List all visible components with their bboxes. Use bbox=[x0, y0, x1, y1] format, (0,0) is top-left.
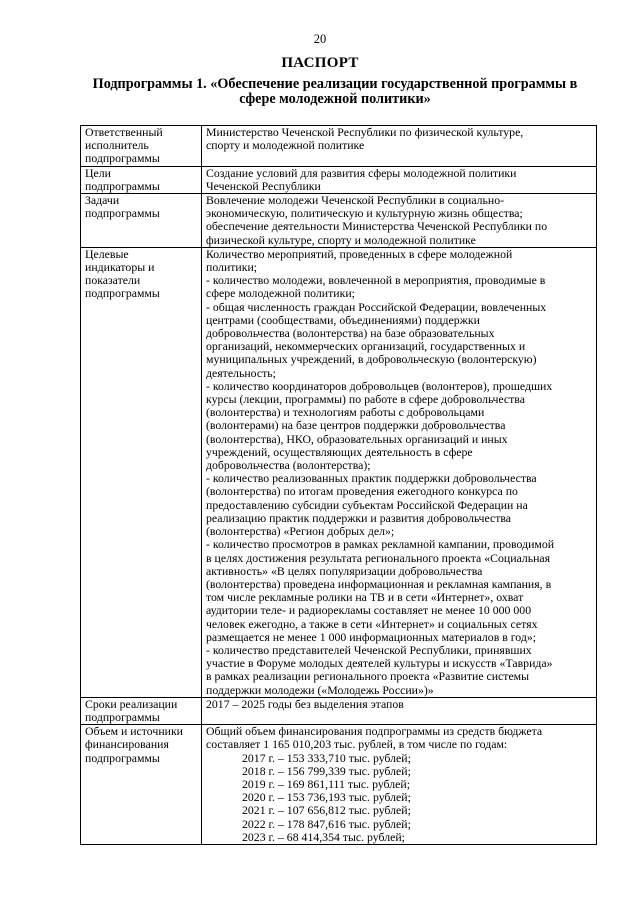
row-value-line: человек ежегодно, а также в сети «Интернет» и социальных сетях bbox=[206, 616, 538, 631]
row-value-line: - количество реализованных практик поддержки добровольчества bbox=[206, 471, 537, 486]
passport-table bbox=[80, 125, 597, 845]
row-value-line: - количество молодежи, вовлеченной в мероприятия, проводимые в bbox=[206, 273, 546, 288]
row-label-line: Задачи bbox=[85, 193, 120, 208]
row-value-line: - количество просмотров в рамках рекламной кампании, проводимой bbox=[206, 537, 555, 552]
row-value-line: - общая численность граждан Российской Федерации, вовлеченных bbox=[206, 299, 547, 314]
row-value-cell bbox=[202, 194, 597, 248]
row-value-cell bbox=[202, 697, 597, 724]
row-value-line: добровольчества (волонтерства); bbox=[206, 458, 371, 473]
funding-year-line: 2019 г. – 169 861,111 тыс. рублей; bbox=[242, 776, 410, 791]
row-value-line: обеспечение деятельности Министерства Чеченской Республики по bbox=[206, 219, 548, 234]
funding-year-line: 2017 г. – 153 333,710 тыс. рублей; bbox=[242, 750, 411, 765]
row-value-line: размещается не менее 1 000 информационных материалов в год»; bbox=[206, 629, 537, 644]
row-value-line: Создание условий для развития сферы молодежной политики bbox=[206, 165, 517, 180]
row-value-line: (волонтерами) на базе центров поддержки добровольчества bbox=[206, 418, 506, 433]
document-title: ПАСПОРТ bbox=[281, 55, 359, 71]
row-value-line: (волонтерства) по итогам проведения ежегодного конкурса по bbox=[206, 484, 518, 499]
funding-year-line: 2022 г. – 178 847,616 тыс. рублей; bbox=[242, 816, 411, 831]
page-number: 20 bbox=[313, 32, 327, 46]
row-label-line: Объем и источники bbox=[85, 724, 183, 739]
row-value-line: в целях достижения результата регионального проекта «Социальная bbox=[206, 550, 551, 565]
row-value-line: поддержки молодежи («Молодежь России»)» bbox=[206, 682, 434, 697]
row-value-line: - количество представителей Чеченской Республики, принявших bbox=[206, 642, 532, 657]
row-value-cell bbox=[202, 166, 597, 193]
row-label-cell bbox=[81, 166, 202, 193]
row-value-line: деятельность; bbox=[206, 365, 276, 380]
row-value-line: (волонтерства) «Регион добрых дел»; bbox=[206, 524, 395, 539]
row-label-line: подпрограммы bbox=[85, 206, 160, 221]
row-label-line: показатели bbox=[85, 273, 141, 288]
row-label-cell bbox=[81, 194, 202, 248]
row-value-line: муниципальных учреждений, в добровольческую (волонтерскую) bbox=[206, 352, 537, 367]
row-value-line: (волонтерства) проведена информационная и рекламная кампания, в bbox=[206, 576, 552, 591]
row-value-cell bbox=[202, 126, 597, 167]
row-value-line: сфере молодежной политики; bbox=[206, 286, 355, 301]
row-value-line: Министерство Чеченской Республики по физической культуре, bbox=[206, 125, 524, 139]
subtitle-line: сфере молодежной политики» bbox=[239, 91, 431, 107]
row-label-line: подпрограммы bbox=[85, 151, 160, 166]
row-label-line: Целевые bbox=[85, 246, 129, 261]
row-value-line: организаций, некоммерческих организаций, государственных и bbox=[206, 339, 526, 354]
row-value-line: аудитории теле- и радиорекламы составляет не менее 10 000 000 bbox=[206, 603, 532, 618]
row-label-cell bbox=[81, 126, 202, 167]
subtitle-line: Подпрограммы 1. «Обеспечение реализации государственной программы в bbox=[92, 76, 578, 92]
row-label-line: подпрограммы bbox=[85, 750, 160, 765]
row-label-line: подпрограммы bbox=[85, 709, 160, 724]
row-value-line: 2017 – 2025 годы без выделения этапов bbox=[206, 696, 404, 711]
funding-year-line: 2018 г. – 156 799,339 тыс. рублей; bbox=[242, 763, 411, 778]
row-value-line: спорту и молодежной политике bbox=[206, 138, 365, 153]
document-subtitle bbox=[70, 77, 600, 107]
row-value-line: центрами (сообществами, объединениями) поддержки bbox=[206, 312, 480, 327]
table-row bbox=[81, 166, 597, 193]
row-value-line: Вовлечение молодежи Чеченской Республики в социально- bbox=[206, 193, 505, 208]
funding-year-line: 2020 г. – 153 736,193 тыс. рублей; bbox=[242, 790, 411, 805]
row-label-cell bbox=[81, 697, 202, 724]
row-label-line: подпрограммы bbox=[85, 286, 160, 301]
row-value-line: (волонтерства), НКО, образовательных организаций и иных bbox=[206, 431, 508, 446]
row-label-line: Ответственный bbox=[85, 125, 163, 139]
row-value-line: учреждений, осуществляющих деятельность в сфере bbox=[206, 444, 473, 459]
row-value-line: курсы (лекции, программы) по работе в сфере добровольчества bbox=[206, 392, 525, 407]
row-value-cell bbox=[202, 247, 597, 697]
row-value-line: в рамках реализации регионального проекта «Развитие системы bbox=[206, 669, 530, 684]
row-label-line: Цели bbox=[85, 165, 111, 180]
row-value-line: (волонтерства) и технологиям работы с добровольцами bbox=[206, 405, 485, 420]
row-label-cell bbox=[81, 725, 202, 845]
table-row bbox=[81, 247, 597, 697]
funding-year-line: 2021 г. – 107 656,812 тыс. рублей; bbox=[242, 803, 411, 818]
row-label-line: исполнитель bbox=[85, 138, 149, 153]
row-value-line: Чеченской Республики bbox=[206, 178, 321, 193]
row-value-line: предоставлению субсидии субъектам Российской Федерации на bbox=[206, 497, 528, 512]
row-label-line: индикаторы и bbox=[85, 260, 155, 275]
row-label-line: финансирования bbox=[85, 737, 169, 752]
funding-year-line: 2023 г. – 68 414,354 тыс. рублей; bbox=[242, 829, 405, 844]
row-value-line: физической культуре, спорту и молодежной политике bbox=[206, 232, 476, 247]
row-value-line: Общий объем финансирования подпрограммы из средств бюджета bbox=[206, 724, 543, 739]
row-value-cell bbox=[202, 725, 597, 845]
row-value-line: - количество координаторов добровольцев (волонтеров), прошедших bbox=[206, 378, 553, 393]
row-value-line: участие в Форуме молодых деятелей культуры и искусств «Таврида» bbox=[206, 656, 553, 671]
row-label-line: Сроки реализации bbox=[85, 696, 178, 711]
table-row bbox=[81, 697, 597, 724]
row-value-line: экономическую, политическую и культурную жизнь общества; bbox=[206, 206, 523, 221]
table-row bbox=[81, 126, 597, 167]
row-value-line: реализацию практик поддержки и развития добровольчества bbox=[206, 510, 512, 525]
row-label-cell bbox=[81, 247, 202, 697]
row-value-line: добровольчества (волонтерства) на базе образовательных bbox=[206, 326, 495, 341]
row-value-line: политики; bbox=[206, 260, 258, 275]
table-row bbox=[81, 725, 597, 845]
row-label-line: подпрограммы bbox=[85, 178, 160, 193]
row-value-line: активность» «В целях популяризации добровольчества bbox=[206, 563, 483, 578]
row-value-line: составляет 1 165 010,203 тыс. рублей, в том числе по годам: bbox=[206, 737, 508, 752]
row-value-line: том числе рекламные ролики на ТВ и в сети «Интернет», охват bbox=[206, 590, 524, 605]
row-value-line: Количество мероприятий, проведенных в сфере молодежной bbox=[206, 246, 513, 261]
table-row bbox=[81, 194, 597, 248]
